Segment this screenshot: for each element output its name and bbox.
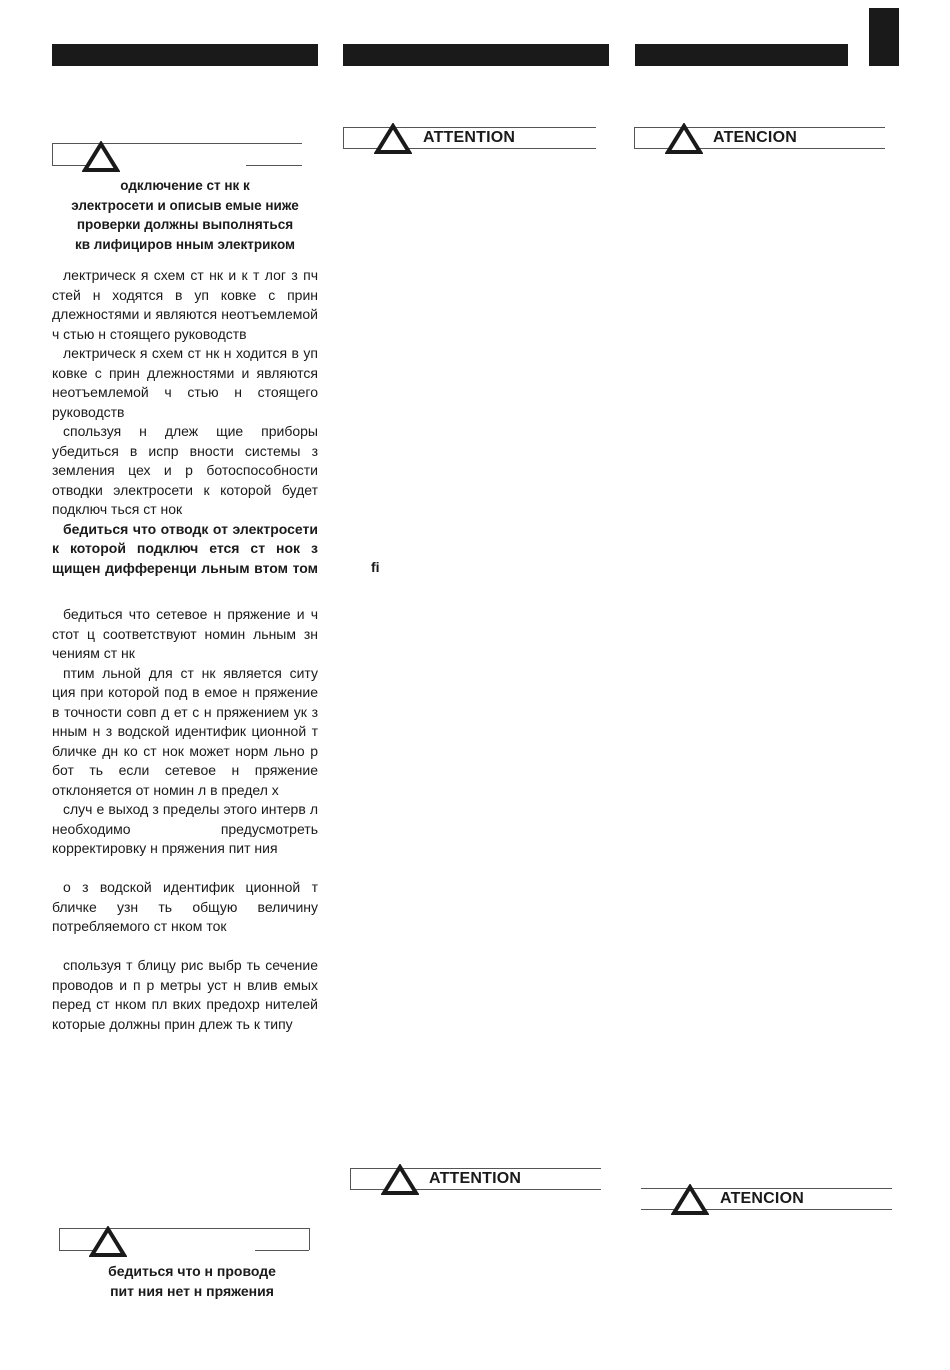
paragraph-7: о з водской идентифик ционной т бличке узн ть общую величину потребляемого ст нком ток xyxy=(52,879,318,934)
warning-triangle-icon xyxy=(381,1164,419,1196)
paragraph-8: спользуя т блицу рис выбр ть сечение проводов и п р метры уст н влив емых перед ст нком пл вких предохр нителей которые должны прин длеж ть к типу xyxy=(52,957,318,1032)
paragraph-2: лектрическ я схем ст нк н ходится в уп ковке с прин длежностями и являются неотъемлемой ч стью н стоящего руководств xyxy=(52,345,318,420)
attention-box-fr-bottom xyxy=(350,1168,603,1198)
warning-box-ru-bottom xyxy=(59,1228,311,1258)
warning-triangle-icon xyxy=(82,141,120,173)
warning-triangle-icon xyxy=(374,123,412,155)
paragraph-4: бедиться что сетевое н пряжение и ч стот ц соответствуют номин льным зн чениям ст нк xyxy=(52,606,318,661)
language-tab-marker xyxy=(869,8,899,66)
ligature-fi-mark: fi xyxy=(371,559,380,575)
warning-heading: одключение ст нк к электросети и описыв емые ниже проверки должны выполняться кв лифициров нным электриком xyxy=(71,178,299,252)
paragraph-1: лектрическ я схем ст нк и к т лог з пч стей н ходятся в уп ковке с прин длежностями и являются неотъемлемой ч стью н стоящего руководств xyxy=(52,267,318,342)
warning-triangle-icon xyxy=(665,123,703,155)
paragraph-3: спользуя н длеж щие приборы убедиться в испр вности системы з земления цех и р ботоспособности отводки электросети к которой будет подключ ться ст нок xyxy=(52,423,318,517)
atencion-box-es-top xyxy=(634,127,887,157)
header-bar-fr xyxy=(343,44,609,66)
attention-label: ATTENTION xyxy=(429,1170,522,1187)
atencion-box-es-bottom xyxy=(641,1188,894,1218)
bottom-warning-text: бедиться что н проводе пит ния нет н пряжения xyxy=(108,1263,276,1299)
paragraph-3-bold: бедиться что отводк от электросети к которой подключ ется ст нок з щищен дифференци льным втом том xyxy=(52,520,318,576)
header-bar-ru xyxy=(52,44,318,66)
paragraph-5: птим льной для ст нк является ситу ция при которой под в емое н пряжение в точности совп д ет с н пряжением ук з нным н з водской идентифик ционной т бличке дн ко ст нок может норм льно р бот ть если сетевое н пряжение отклоняется от номин л в предел х xyxy=(52,664,318,798)
header-bar-es xyxy=(635,44,848,66)
paragraph-6: случ е выход з пределы этого интерв л необходимо предусмотреть корректировку н пряжения пит ния xyxy=(52,801,318,856)
warning-triangle-icon xyxy=(89,1226,127,1258)
atencion-label: ATENCION xyxy=(720,1190,804,1207)
warning-triangle-icon xyxy=(671,1184,709,1216)
column-ru xyxy=(52,176,318,1034)
warning-box-ru-top xyxy=(52,143,304,173)
attention-box-fr-top xyxy=(343,127,598,157)
atencion-label: ATENCION xyxy=(713,129,797,146)
attention-label: ATTENTION xyxy=(423,129,516,146)
